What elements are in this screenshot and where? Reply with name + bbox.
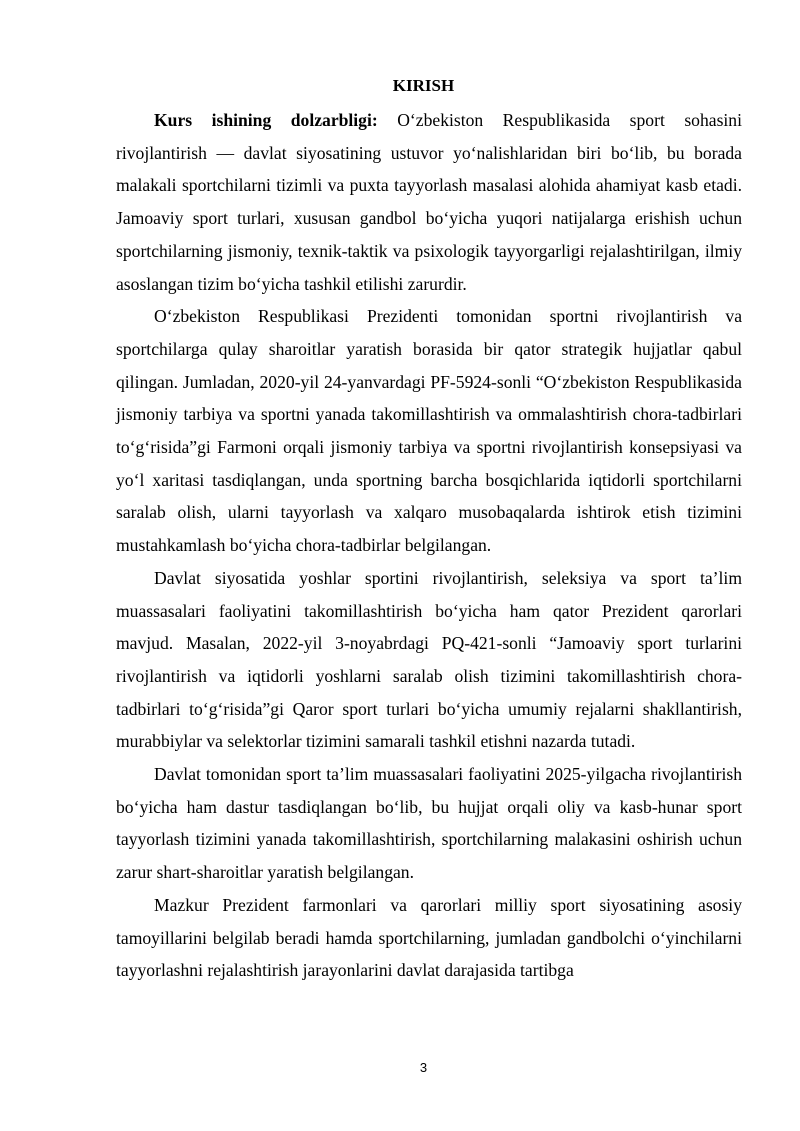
paragraph-education-program: Davlat tomonidan sport ta’lim muassasalari faoliyatini 2025-yilgacha rivojlantirish bo‘yicha ham dastur tasdiqlangan bo‘lib, bu hujjat orqali oliy va kasb-hunar sport tayyorlash tizimini yanada takomillashtirish, sportchilarning malakasini oshirish uchun zarur shart-sharoitlar yaratish belgilangan. bbox=[116, 764, 742, 883]
paragraph-national-policy: Mazkur Prezident farmonlari va qarorlari milliy sport siyosatining asosiy tamoyillarini belgilab beradi hamda sportchilarning, jumladan gandbolchi o‘yinchilarni tayyorlashni rejalashtirish jarayonlarini davlat darajasida tartibga bbox=[116, 894, 742, 981]
paragraph-lead: Kurs ishining dolzarbligi: bbox=[154, 110, 378, 130]
paragraph-relevance bbox=[116, 104, 742, 300]
paragraph-text: O‘zbekiston Respublikasida sport sohasini rivojlantirish — davlat siyosatining ustuvor yo‘nalishlaridan biri bo‘lib, bu borada malakali sportchilarni tizimli va puxta tayyorlash masalasi alohida ahamiyat kasb etadi. Jamoaviy sport turlari, xususan gandbol bo‘yicha yuqori natijalarga erishish uchun sportchilarning jismoniy, texnik-taktik va psixologik tayyorgarligi rejalashtirilgan, ilmiy asoslangan tizim bo‘yicha tashkil etilishi zarurdir. bbox=[116, 110, 742, 294]
paragraph-presidential-documents: O‘zbekiston Respublikasi Prezidenti tomonidan sportni rivojlantirish va sportchilarga qulay sharoitlar yaratish borasida bir qator strategik hujjatlar qabul qilingan. Jumladan, 2020-yil 24-yanvardagi PF-5924-sonli “O‘zbekiston Respublikasida jismoniy tarbiya va sportni yanada takomillashtirish va ommalashtirish chora-tadbirlari to‘g‘risida”gi Farmoni orqali jismoniy tarbiya va sportni rivojlantirish konsepsiyasi va yo‘l xaritasi tasdiqlangan, unda sportning barcha bosqichlarida iqtidorli sportchilarni saralab olish, ularni tayyorlash va xalqaro musobaqalarda ishtirok etish tizimini mustahkamlash bo‘yicha chora-tadbirlar belgilangan. bbox=[116, 306, 742, 556]
body-text bbox=[116, 104, 742, 987]
page-title: KIRISH bbox=[392, 76, 455, 95]
page-number: 3 bbox=[419, 1060, 428, 1075]
paragraph-youth-sport-policy: Davlat siyosatida yoshlar sportini rivojlantirish, seleksiya va sport ta’lim muassasalari faoliyatini takomillashtirish bo‘yicha ham qator Prezident qarorlari mavjud. Masalan, 2022-yil 3-noyabrdagi PQ-421-sonli “Jamoaviy sport turlarini rivojlantirish va iqtidorli yoshlarni saralab olish tizimini takomillashtirish chora-tadbirlari to‘g‘risida”gi Qaror sport turlari bo‘yicha umumiy rejalarni shakllantirish, murabbiylar va selektorlar tizimini samarali tashkil etishni nazarda tutadi. bbox=[116, 567, 742, 752]
